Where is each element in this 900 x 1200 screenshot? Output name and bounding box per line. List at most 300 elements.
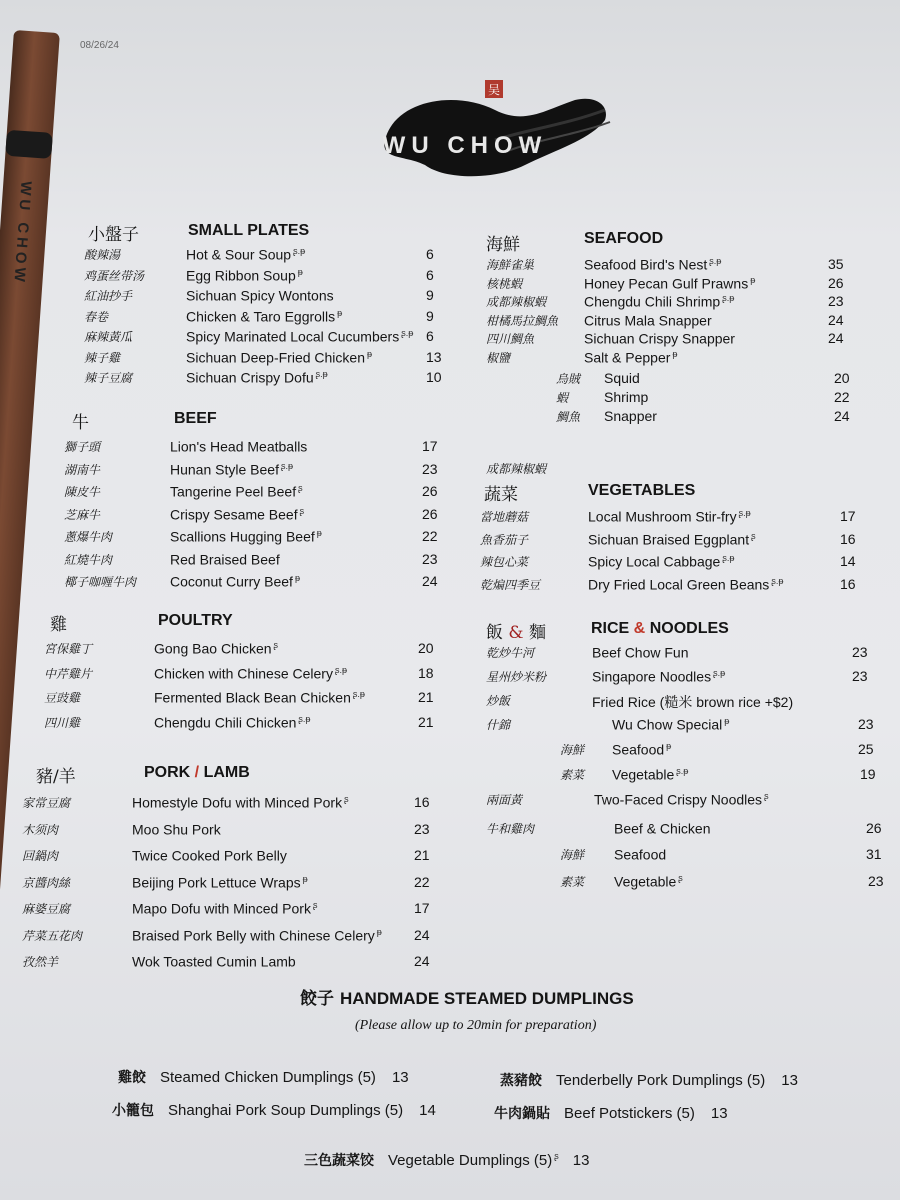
menu-item-cn-name: 成都辣椒蝦 xyxy=(486,295,547,310)
salt-pepper-item-row xyxy=(556,370,856,390)
menu-item-row xyxy=(480,553,880,573)
menu-item-label: Steamed Chicken Dumplings (5) xyxy=(160,1069,376,1086)
menu-item-cn-name: 辣子雞 xyxy=(84,350,121,365)
dietary-mark: ʂ.ᵽ xyxy=(713,668,726,678)
menu-item-cn-name: 當地蘑菇 xyxy=(480,510,529,524)
menu-item-cn-name: 柑橘馬拉鯛魚 xyxy=(486,313,559,328)
menu-item-name xyxy=(186,267,303,284)
menu-item-name xyxy=(186,349,372,366)
menu-item-price: 24 xyxy=(422,573,438,589)
dietary-mark: ʂ xyxy=(299,505,305,516)
menu-item-cn-name: 海鮮 xyxy=(560,743,585,757)
menu-item-row xyxy=(486,820,886,840)
menu-item-price: 18 xyxy=(418,664,434,681)
menu-item-label: Scallions Hugging Beef xyxy=(170,528,315,545)
menu-item-row xyxy=(64,528,464,548)
vegetables-cn-heading: 蔬菜 xyxy=(484,485,518,505)
menu-item-label: Seafood xyxy=(614,846,667,863)
menu-item-label: Sichuan Crispy Snapper xyxy=(584,331,735,348)
menu-item-label: Honey Pecan Gulf Prawns xyxy=(584,275,749,292)
dumplings-note: (Please allow up to 20min for preparation) xyxy=(355,1018,597,1033)
menu-item-name xyxy=(614,846,668,863)
menu-item-name xyxy=(614,873,683,890)
menu-item-name xyxy=(132,900,317,917)
menu-item-label: Sichuan Crispy Dofu xyxy=(186,369,314,386)
menu-item-price: 10 xyxy=(426,369,442,385)
menu-item-cn-name: 魚香茄子 xyxy=(480,532,529,547)
menu-item-name xyxy=(132,821,223,838)
menu-item-row xyxy=(84,267,464,287)
menu-item-cn-name: 家常豆腐 xyxy=(22,796,71,810)
dietary-mark: ᵽ xyxy=(666,741,672,751)
menu-item-name xyxy=(170,573,300,590)
svg-text:吴: 吴 xyxy=(487,83,501,97)
menu-item-price: 13 xyxy=(426,348,442,365)
menu-item-cn-name: 宮保雞丁 xyxy=(44,642,93,656)
dietary-mark: ʂ.ᵽ xyxy=(401,328,414,338)
menu-item-row xyxy=(84,308,464,328)
menu-item-row xyxy=(486,668,886,688)
menu-item-name xyxy=(588,576,783,593)
menu-item-price: 23 xyxy=(858,716,874,732)
menu-item-cn-name: 乾煸四季豆 xyxy=(480,577,541,592)
menu-item-price: 14 xyxy=(840,553,856,569)
menu-item-row xyxy=(84,369,464,389)
seafood-extra-cn: 成都辣椒蝦 xyxy=(486,462,547,476)
menu-item-row xyxy=(486,349,866,369)
menu-item-label: Salt & Pepper xyxy=(584,349,671,366)
menu-item-price: 9 xyxy=(426,307,434,324)
menu-item-label: Beef Potstickers (5) xyxy=(564,1105,695,1122)
menu-item-cn-name: 京醬肉絲 xyxy=(22,875,71,890)
rice-noodles-cn-amp: & xyxy=(508,623,524,643)
noodles-heading: NOODLES xyxy=(649,620,729,637)
menu-item-price: 20 xyxy=(418,640,434,656)
rice-noodles-cn-heading xyxy=(486,618,546,643)
dietary-mark: ᵽ xyxy=(297,266,303,277)
menu-item-row xyxy=(22,847,442,867)
menu-item-cn-name: 牛肉鍋貼 xyxy=(494,1106,550,1122)
menu-item-cn-name: 陳皮牛 xyxy=(64,485,101,499)
menu-item-price: 16 xyxy=(414,794,430,810)
menu-item-price: 21 xyxy=(418,713,434,730)
menu-item-row xyxy=(22,874,442,894)
menu-item-name xyxy=(186,328,413,345)
menu-item-cn-name: 木须肉 xyxy=(22,822,59,837)
menu-item-name xyxy=(170,506,304,523)
menu-item-name xyxy=(154,714,310,731)
menu-item-price: 26 xyxy=(828,274,844,291)
menu-item-price: 16 xyxy=(840,530,856,547)
menu-item-name xyxy=(170,483,303,500)
menu-item-cn-name: 星州炒米粉 xyxy=(486,670,547,684)
menu-item-label: Dry Fried Local Green Beans xyxy=(588,576,770,593)
menu-item-label: Mapo Dofu with Minced Pork xyxy=(132,900,311,917)
menu-item-price: 23 xyxy=(828,293,844,310)
seafood-extra-row xyxy=(486,460,686,480)
menu-item-label: Wok Toasted Cumin Lamb xyxy=(132,953,296,970)
menu-item-cn-name: 蔥爆牛肉 xyxy=(64,530,113,544)
dietary-mark: ᵽ xyxy=(750,274,756,285)
menu-item-price: 13 xyxy=(391,1069,409,1086)
menu-item-name xyxy=(132,847,289,864)
menu-item-label: Red Braised Beef xyxy=(170,551,280,568)
menu-item-name xyxy=(584,293,734,310)
menu-item-price: 6 xyxy=(426,246,434,262)
menu-item-price: 23 xyxy=(422,550,438,567)
menu-item-label: Sichuan Deep-Fried Chicken xyxy=(186,349,365,366)
menu-item-label: Two-Faced Crispy Noodles xyxy=(594,791,763,808)
menu-item-name xyxy=(132,794,349,811)
menu-item-label: Citrus Mala Snapper xyxy=(584,312,712,329)
dumplings-heading xyxy=(300,984,634,1009)
pork-lamb-cn-heading: 豬/羊 xyxy=(36,767,76,787)
menu-item-name xyxy=(170,461,293,478)
menu-item-label: Egg Ribbon Soup xyxy=(186,267,296,284)
menu-item-cn-name: 鯛魚 xyxy=(556,410,581,424)
salt-pepper-item-row xyxy=(556,389,856,409)
menu-item-row xyxy=(64,573,464,593)
menu-item-row xyxy=(84,328,464,348)
menu-item-label: Beef & Chicken xyxy=(614,820,711,837)
menu-item-label: Lion's Head Meatballs xyxy=(170,438,308,455)
menu-item-price: 26 xyxy=(866,820,882,836)
menu-item-row xyxy=(560,846,890,866)
menu-item-row xyxy=(486,716,886,736)
dietary-mark: ʂ.ᵽ xyxy=(722,553,735,563)
menu-item-cn-name: 椰子咖喱牛肉 xyxy=(64,575,137,589)
dumplings-cn-heading: 餃子 xyxy=(300,989,334,1009)
dietary-mark: ʂ xyxy=(751,530,756,541)
menu-item-cn-name: 兩面黃 xyxy=(486,793,523,807)
small-plates-cn-heading: 小盤子 xyxy=(88,225,139,245)
dietary-mark: ᵽ xyxy=(376,926,382,937)
menu-item-label: Chicken with Chinese Celery xyxy=(154,665,333,682)
dietary-mark: ʂ.ᵽ xyxy=(352,689,365,699)
menu-item-name xyxy=(592,644,691,661)
dumpling-item-row xyxy=(500,1070,798,1092)
vegetables-heading: VEGETABLES xyxy=(588,482,696,499)
menu-item-price: 26 xyxy=(422,505,438,522)
menu-item-label: Moo Shu Pork xyxy=(132,821,221,838)
menu-item-price: 23 xyxy=(852,668,868,684)
menu-item-row xyxy=(64,506,464,526)
menu-item-row xyxy=(560,766,890,786)
menu-item-price: 6 xyxy=(426,328,434,344)
menu-item-price: 24 xyxy=(828,330,844,347)
menu-item-label: Spicy Marinated Local Cucumbers xyxy=(186,328,400,345)
dietary-mark: ᵽ xyxy=(316,528,322,538)
dietary-mark: ʂ.ᵽ xyxy=(334,664,347,675)
menu-item-row xyxy=(44,640,454,660)
menu-item-cn-name: 乾炒牛河 xyxy=(486,646,535,660)
menu-item-row xyxy=(64,461,464,481)
menu-item-row xyxy=(486,275,866,295)
menu-item-row xyxy=(84,287,464,307)
menu-item-price: 24 xyxy=(834,408,850,424)
poultry-cn-heading: 雞 xyxy=(50,615,67,635)
menu-item-label: Shanghai Pork Soup Dumplings (5) xyxy=(168,1102,404,1119)
menu-item-label: Crispy Sesame Beef xyxy=(170,506,298,523)
dietary-mark: ʂ.ᵽ xyxy=(709,256,722,266)
dietary-mark: ʂ.ᵽ xyxy=(676,766,689,776)
menu-item-label: Hunan Style Beef xyxy=(170,461,279,478)
dietary-mark: ᵽ xyxy=(724,716,730,726)
pork-heading: PORK xyxy=(144,764,191,781)
dumpling-item-row xyxy=(494,1103,728,1125)
menu-item-price: 19 xyxy=(860,766,876,782)
menu-item-cn-name: 鸡蛋丝带汤 xyxy=(84,268,145,283)
beef-cn-heading: 牛 xyxy=(72,413,89,433)
menu-item-cn-name: 海鮮 xyxy=(560,848,585,862)
menu-item-name xyxy=(170,438,309,455)
menu-item-name xyxy=(584,275,755,292)
beef-heading: BEEF xyxy=(174,410,217,427)
menu-item-row xyxy=(486,692,886,712)
dietary-mark: ʂ xyxy=(554,1151,559,1161)
menu-item-row xyxy=(44,689,454,709)
menu-item-price: 17 xyxy=(414,900,430,916)
menu-item-price: 31 xyxy=(866,846,882,862)
seafood-heading: SEAFOOD xyxy=(584,230,664,247)
dietary-mark: ʂ.ᵽ xyxy=(315,369,328,379)
menu-item-name xyxy=(186,287,336,304)
menu-item-label: Coconut Curry Beef xyxy=(170,573,293,590)
pork-lamb-slash: / xyxy=(190,764,204,781)
menu-item-name xyxy=(170,551,282,568)
menu-item-cn-name: 蝦 xyxy=(556,391,569,405)
chopstick-band xyxy=(5,130,53,159)
dietary-mark: ʂ xyxy=(344,794,349,804)
menu-item-cn-name: 什錦 xyxy=(486,718,511,732)
menu-item-cn-name: 蒸豬餃 xyxy=(500,1073,542,1089)
menu-item-row xyxy=(486,293,866,313)
menu-item-name xyxy=(612,741,671,758)
menu-item-cn-name: 中芹雞片 xyxy=(44,666,93,681)
menu-item-label: Sichuan Spicy Wontons xyxy=(186,287,334,304)
menu-item-cn-name: 雞餃 xyxy=(118,1070,146,1086)
menu-item-name xyxy=(584,330,737,347)
menu-item-cn-name: 回鍋肉 xyxy=(22,849,59,863)
menu-item-label: Beef Chow Fun xyxy=(592,644,689,661)
menu-item-label: Homestyle Dofu with Minced Pork xyxy=(132,794,343,811)
salt-pepper-item-row xyxy=(556,408,856,428)
menu-item-label: Seafood xyxy=(612,741,665,758)
menu-item-row xyxy=(44,714,454,734)
rice-noodles-heading xyxy=(591,620,729,638)
menu-item-label: Braised Pork Belly with Chinese Celery xyxy=(132,927,375,944)
menu-item-row xyxy=(486,644,886,664)
menu-item-name xyxy=(584,312,714,329)
menu-item-price: 23 xyxy=(852,644,868,660)
menu-item-label: Spicy Local Cabbage xyxy=(588,553,721,570)
dietary-mark: ᵽ xyxy=(366,348,372,359)
menu-item-price: 23 xyxy=(422,460,438,477)
menu-item-price: 9 xyxy=(426,287,434,303)
pork-lamb-heading xyxy=(144,764,250,782)
menu-item-label: Tangerine Peel Beef xyxy=(170,483,297,500)
menu-item-row xyxy=(44,665,454,685)
menu-item-cn-name: 酸辣湯 xyxy=(84,248,121,262)
menu-item-label: Vegetable xyxy=(612,766,675,783)
menu-item-name xyxy=(584,256,721,273)
menu-item-row xyxy=(486,312,866,332)
menu-item-row xyxy=(22,794,442,814)
menu-item-price: 23 xyxy=(868,873,884,889)
menu-item-cn-name: 辣子豆腐 xyxy=(84,371,133,385)
dietary-mark: ʂ.ᵽ xyxy=(293,246,306,256)
menu-item-name xyxy=(170,528,322,545)
menu-item-name xyxy=(588,531,756,548)
menu-item-cn-name: 麻婆豆腐 xyxy=(22,902,71,916)
menu-item-label: Sichuan Braised Eggplant xyxy=(588,531,750,548)
menu-item-label: Seafood Bird's Nest xyxy=(584,256,708,273)
menu-item-row xyxy=(84,246,464,266)
menu-item-label: Beijing Pork Lettuce Wraps xyxy=(132,874,301,891)
menu-item-row xyxy=(64,438,464,458)
menu-item-cn-name: 牛和雞肉 xyxy=(486,822,535,836)
menu-item-row xyxy=(480,576,880,596)
menu-item-label: Chicken & Taro Eggrolls xyxy=(186,308,336,325)
menu-item-price: 17 xyxy=(840,508,856,524)
menu-item-price: 21 xyxy=(418,689,434,705)
menu-item-cn-name: 孜然羊 xyxy=(22,955,59,969)
menu-item-row xyxy=(486,256,866,276)
dumpling-item-row xyxy=(118,1067,409,1089)
menu-item-cn-name: 湖南牛 xyxy=(64,462,101,477)
dietary-mark: ᵽ xyxy=(294,573,300,583)
dumpling-item-row xyxy=(112,1100,436,1122)
menu-item-cn-name: 小籠包 xyxy=(112,1103,154,1119)
menu-item-cn-name: 麻辣黃瓜 xyxy=(84,330,133,344)
dietary-mark: ʂ xyxy=(298,483,303,493)
menu-item-cn-name: 素菜 xyxy=(560,768,585,782)
dietary-mark: ʂ xyxy=(764,791,769,801)
menu-item-price: 23 xyxy=(414,820,430,837)
menu-item-price: 13 xyxy=(572,1152,590,1169)
dietary-mark: ʂ xyxy=(273,640,279,650)
menu-item-price: 22 xyxy=(414,873,430,890)
menu-item-cn-name: 海鮮雀巢 xyxy=(486,258,535,272)
menu-item-row xyxy=(22,821,442,841)
menu-item-price: 22 xyxy=(422,528,438,544)
dumplings-title: HANDMADE STEAMED DUMPLINGS xyxy=(340,989,634,1008)
menu-item-name xyxy=(594,791,769,808)
menu-item-label: Wu Chow Special xyxy=(612,716,723,733)
menu-item-name xyxy=(584,349,677,366)
small-plates-heading: SMALL PLATES xyxy=(188,222,310,239)
menu-item-price: 26 xyxy=(422,483,438,499)
menu-item-price: 24 xyxy=(414,953,430,969)
menu-item-label: Vegetable Dumplings (5) xyxy=(388,1152,553,1169)
menu-item-cn-name: 紅油抄手 xyxy=(84,289,133,303)
menu-item-row xyxy=(560,741,890,761)
menu-item-name xyxy=(588,508,751,525)
menu-item-name xyxy=(132,874,308,891)
dietary-mark: ᵽ xyxy=(672,349,678,359)
menu-item-name xyxy=(154,665,347,682)
menu-item-label: Tenderbelly Pork Dumplings (5) xyxy=(556,1072,766,1089)
dietary-mark: ʂ.ᵽ xyxy=(722,293,735,304)
menu-item-row xyxy=(486,791,886,811)
menu-item-name xyxy=(592,692,795,712)
menu-item-row xyxy=(84,349,464,369)
menu-item-row xyxy=(560,873,890,893)
menu-item-row xyxy=(22,900,442,920)
menu-item-cn-name: 三色蔬菜饺 xyxy=(304,1153,374,1169)
menu-item-label: Snapper xyxy=(604,408,657,424)
menu-item-label: Singapore Noodles xyxy=(592,668,712,685)
menu-item-name xyxy=(614,820,713,837)
menu-item-name xyxy=(154,640,278,657)
menu-item-label: Hot & Sour Soup xyxy=(186,246,292,263)
poultry-heading: POULTRY xyxy=(158,612,233,629)
menu-item-row xyxy=(22,953,442,973)
menu-item-price: 13 xyxy=(781,1072,798,1089)
menu-item-price: 17 xyxy=(422,438,438,454)
menu-item-label: Fermented Black Bean Chicken xyxy=(154,689,351,706)
noodles-cn: 麵 xyxy=(528,623,546,643)
menu-item-cn-name: 紅燒牛肉 xyxy=(64,552,113,567)
menu-item-cn-name: 辣包心菜 xyxy=(480,555,529,569)
menu-item-cn-name: 椒鹽 xyxy=(486,351,511,365)
dietary-mark: ʂ.ᵽ xyxy=(280,460,293,471)
dietary-mark: ᵽ xyxy=(337,307,343,318)
menu-item-label: Chengdu Chili Chicken xyxy=(154,714,297,731)
menu-item-label: Shrimp xyxy=(604,389,649,405)
dietary-mark: ʂ.ᵽ xyxy=(738,508,751,518)
dietary-mark: ʂ.ᵽ xyxy=(298,713,311,724)
menu-item-price: 14 xyxy=(419,1102,436,1119)
menu-item-row xyxy=(480,531,880,551)
menu-item-price: 24 xyxy=(414,926,430,943)
menu-item-name xyxy=(612,766,688,783)
rice-cn: 飯 xyxy=(486,623,503,643)
lamb-heading: LAMB xyxy=(203,764,250,781)
dietary-mark: ʂ xyxy=(678,873,683,883)
menu-item-name xyxy=(132,953,298,970)
chopstick-brand-text: WU CHOW xyxy=(10,180,35,287)
menu-item-cn-name: 素菜 xyxy=(560,875,585,889)
menu-item-cn-name: 芹菜五花肉 xyxy=(22,928,83,943)
menu-item-price: 22 xyxy=(834,389,850,405)
menu-item-price: 6 xyxy=(426,266,434,283)
menu-item-name xyxy=(592,668,725,685)
menu-item-cn-name: 四川鯛魚 xyxy=(486,332,535,347)
menu-item-label: Gong Bao Chicken xyxy=(154,640,272,657)
menu-item-row xyxy=(480,508,880,528)
menu-item-price: 35 xyxy=(828,256,844,272)
dietary-mark: ᵽ xyxy=(302,873,308,884)
menu-item-price: 25 xyxy=(858,741,874,757)
menu-item-name xyxy=(186,369,328,386)
dietary-mark: ʂ.ᵽ xyxy=(771,575,784,586)
menu-item-cn-name: 春卷 xyxy=(84,309,109,324)
menu-item-label: Local Mushroom Stir-fry xyxy=(588,508,737,525)
print-date: 08/26/24 xyxy=(80,40,119,51)
menu-item-label: Twice Cooked Pork Belly xyxy=(132,847,287,864)
menu-item-name xyxy=(132,927,382,944)
menu-item-cn-name: 烏賊 xyxy=(556,372,581,386)
menu-item-label: Squid xyxy=(604,370,640,386)
menu-item-row xyxy=(22,927,442,947)
rice-heading: RICE xyxy=(591,620,630,637)
menu-item-price: 13 xyxy=(710,1105,728,1122)
menu-item-cn-name: 核桃蝦 xyxy=(486,276,523,291)
menu-item-price: 20 xyxy=(834,370,850,386)
menu-item-name xyxy=(588,553,734,570)
menu-item-cn-name: 獅子頭 xyxy=(64,440,101,454)
